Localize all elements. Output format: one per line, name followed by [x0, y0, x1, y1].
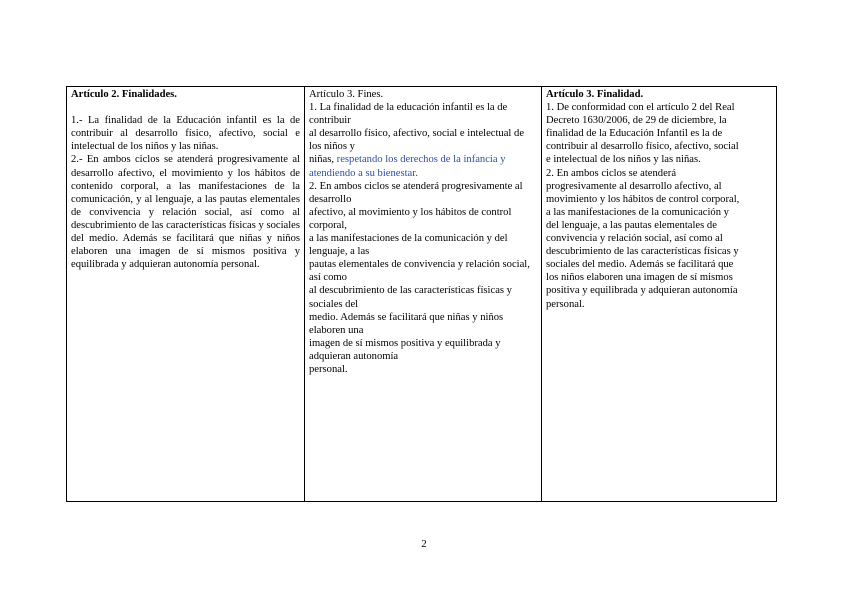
col2-line: al desarrollo físico, afectivo, social e intelectual de los niños y	[309, 128, 525, 153]
col3-line: del lenguaje, a las pautas elementales de	[546, 219, 717, 231]
col1-paragraph-2: 2.- En ambos ciclos se atenderá progresivamente al desarrollo afectivo, el movimiento y los hábitos de contenido corporal, a las manifestaciones de la comunicación, y al lenguaje, a las pautas elementales de convivencia y relación social, así como al descubrimiento de las características físicas y sociales del medio. Además se facilitará que niñas y niños elaboren una imagen de sí mismos positiva y equilibrada y adquieran autonomía personal.	[71, 154, 300, 271]
col3-line: finalidad de la Educación Infantil es la de	[546, 128, 723, 140]
col3-line: 1. De conformidad con el artículo 2 del Real	[546, 102, 735, 114]
col3-line: convivencia y relación social, así como al	[546, 233, 723, 245]
blank-line	[71, 101, 300, 114]
col3-line: contribuir al desarrollo físico, afectivo, social	[546, 141, 739, 153]
col3-line: sociales del medio. Además se facilitará que	[546, 259, 734, 271]
col2-line-with-highlight	[309, 153, 537, 179]
col2-line: personal.	[309, 363, 348, 375]
col2-highlighted-text: respetando los derechos de la infancia y atendiendo a su bienestar.	[309, 154, 506, 179]
col3-line: movimiento y los hábitos de control corporal,	[546, 193, 740, 205]
col2-heading: Artículo 3. Fines.	[309, 89, 384, 100]
col3-line: personal.	[546, 298, 585, 310]
col3-heading: Artículo 3. Finalidad.	[546, 89, 644, 100]
col3-line: 2. En ambos ciclos se atenderá	[546, 167, 677, 179]
table-column-1	[67, 87, 305, 501]
col2-line: medio. Además se facilitará que niñas y niños elaboren una	[309, 311, 504, 336]
col3-line: e intelectual de los niños y las niñas.	[546, 154, 701, 166]
col2-line: 2. En ambos ciclos se atenderá progresivamente al desarrollo	[309, 180, 523, 205]
col2-pre-highlight-text: niñas,	[309, 154, 337, 166]
col1-paragraph-1: 1.- La finalidad de la Educación infantil es la de contribuir al desarrollo físico, afectivo, social e intelectual de los niños y las niñas.	[71, 115, 300, 153]
col3-line: a las manifestaciones de la comunicación y	[546, 206, 729, 218]
col3-line: descubrimiento de las características físicas y	[546, 246, 739, 258]
col2-line: pautas elementales de convivencia y relación social, así como	[309, 259, 530, 284]
col3-line: Decreto 1630/2006, de 29 de diciembre, la	[546, 115, 727, 127]
col2-line: afectivo, al movimiento y los hábitos de control corporal,	[309, 206, 512, 231]
table-column-3	[542, 87, 776, 501]
col3-line: progresivamente al desarrollo afectivo, al	[546, 180, 722, 192]
page-number: 2	[421, 538, 427, 550]
table-column-2	[305, 87, 542, 501]
col1-heading: Artículo 2. Finalidades.	[71, 89, 177, 100]
col2-line: 1. La finalidad de la educación infantil es la de contribuir	[309, 102, 508, 127]
col2-line: al descubrimiento de las características físicas y sociales del	[309, 285, 512, 310]
col3-line: positiva y equilibrada y adquieran autonomía	[546, 285, 738, 297]
col3-line: los niños elaboren una imagen de sí mismos	[546, 272, 733, 284]
col2-line: imagen de sí mismos positiva y equilibrada y adquieran autonomía	[309, 337, 501, 362]
comparison-table	[66, 86, 777, 502]
col2-line: a las manifestaciones de la comunicación y del lenguaje, a las	[309, 233, 508, 258]
